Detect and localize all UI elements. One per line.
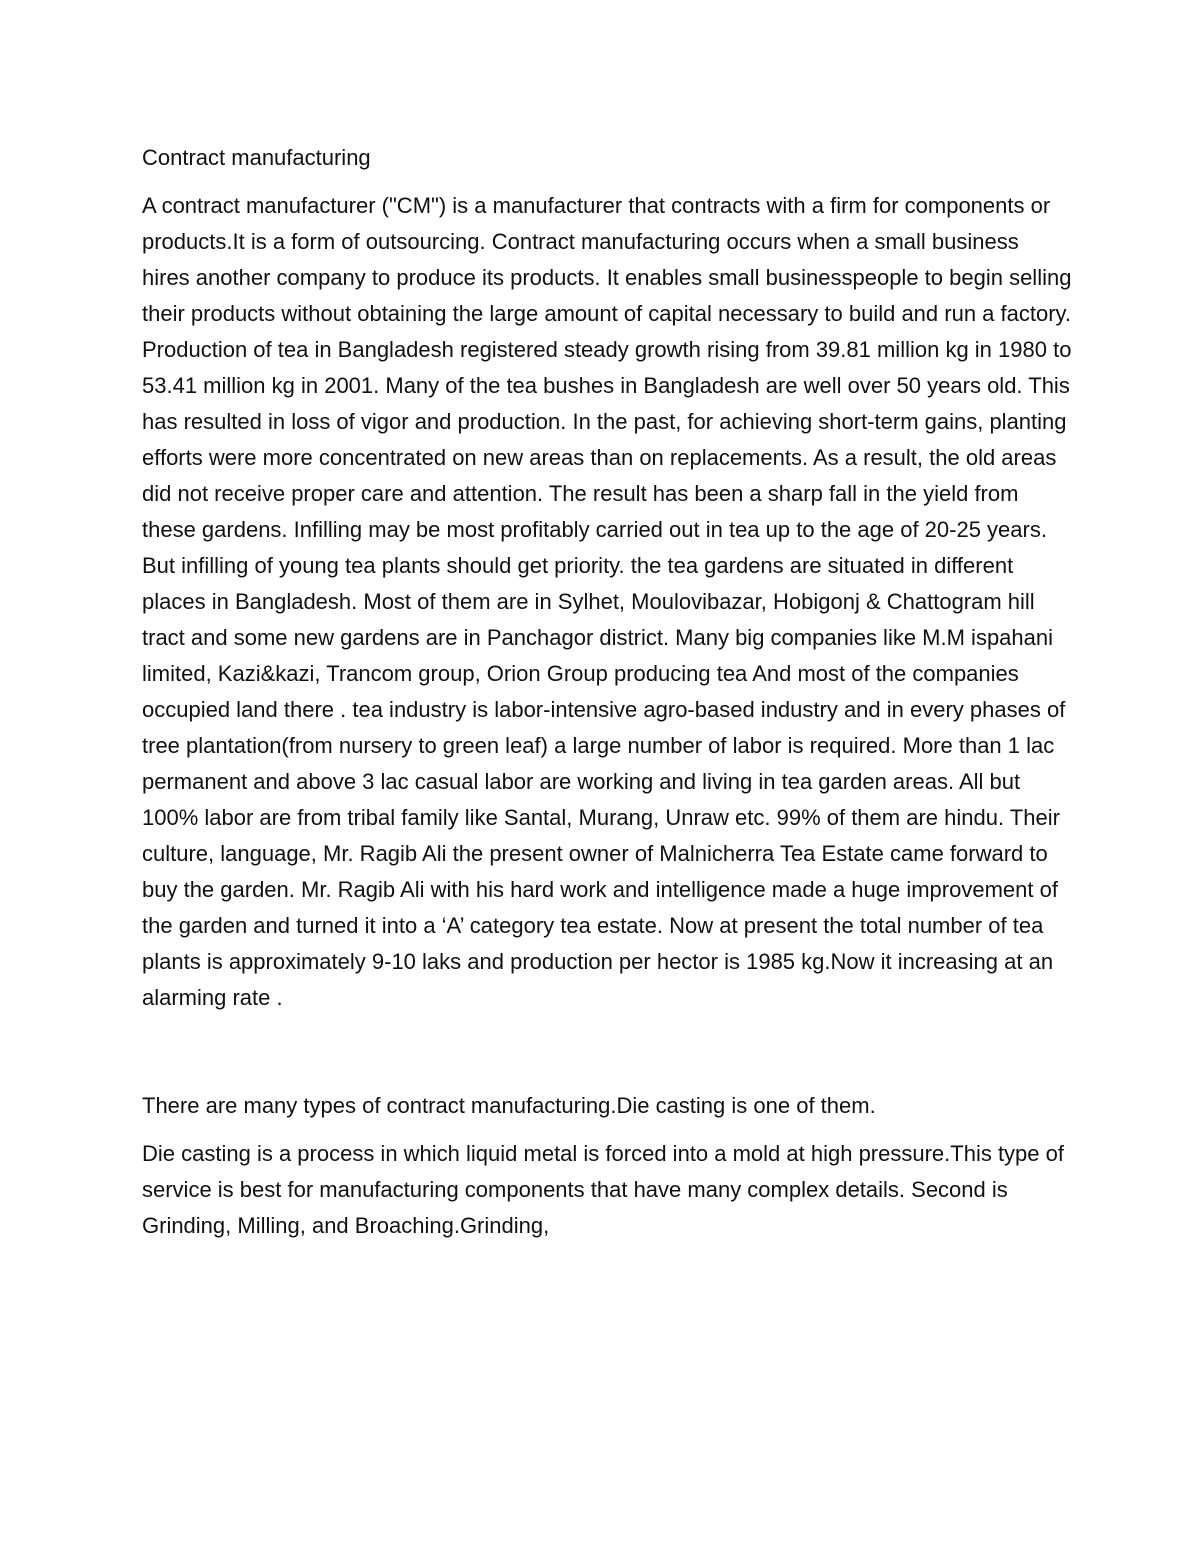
document-title: Contract manufacturing: [142, 145, 371, 170]
paragraph-contract-manufacturing: A contract manufacturer ("CM") is a manufacturer that contracts with a firm for components or products.It is a form of outsourcing. Contract manufacturing occurs when a small business hires another company to produce its products. It enables small businesspeople to begin selling their products without obtaining the large amount of capital necessary to build and run a factory. Production of tea in Bangladesh registered steady growth rising from 39.81 million kg in 1980 to 53.41 million kg in 2001. Many of the tea bushes in Bangladesh are well over 50 years old. This has resulted in loss of vigor and production. In the past, for achieving short-term gains, planting efforts were more concentrated on new areas than on replacements. As a result, the old areas did not receive proper care and attention. The result has been a sharp fall in the yield from these gardens. Infilling may be most profitably carried out in tea up to the age of 20-25 years. But infilling of young tea plants should get priority. the tea gardens are situated in different places in Bangladesh. Most of them are in Sylhet, Moulovibazar, Hobigonj & Chattogram hill tract and some new gardens are in Panchagor district. Many big companies like M.M ispahani limited, Kazi&kazi, Trancom group, Orion Group producing tea And most of the companies occupied land there . tea industry is labor-intensive agro-based industry and in every phases of tree plantation(from nursery to green leaf) a large number of labor is required. More than 1 lac permanent and above 3 lac casual labor are working and living in tea garden areas. All but 100% labor are from tribal family like Santal, Murang, Unraw etc. 99% of them are hindu. Their culture, language, Mr. Ragib Ali the present owner of Malnicherra Tea Estate came forward to buy the garden. Mr. Ragib Ali with his hard work and intelligence made a huge improvement of the garden and turned it into a ‘A’ category tea estate. Now at present the total number of tea plants is approximately 9-10 laks and production per hector is 1985 kg.Now it increasing at an alarming rate .: [142, 193, 1072, 1010]
paragraph-types: There are many types of contract manufacturing.Die casting is one of them.: [142, 1093, 876, 1118]
blank-space: [142, 1016, 1072, 1088]
document-body: [142, 140, 1072, 1244]
paragraph-die-casting: Die casting is a process in which liquid metal is forced into a mold at high pressure.This type of service is best for manufacturing components that have many complex details. Second is Grinding, Milling, and Broaching.Grinding,: [142, 1141, 1064, 1238]
